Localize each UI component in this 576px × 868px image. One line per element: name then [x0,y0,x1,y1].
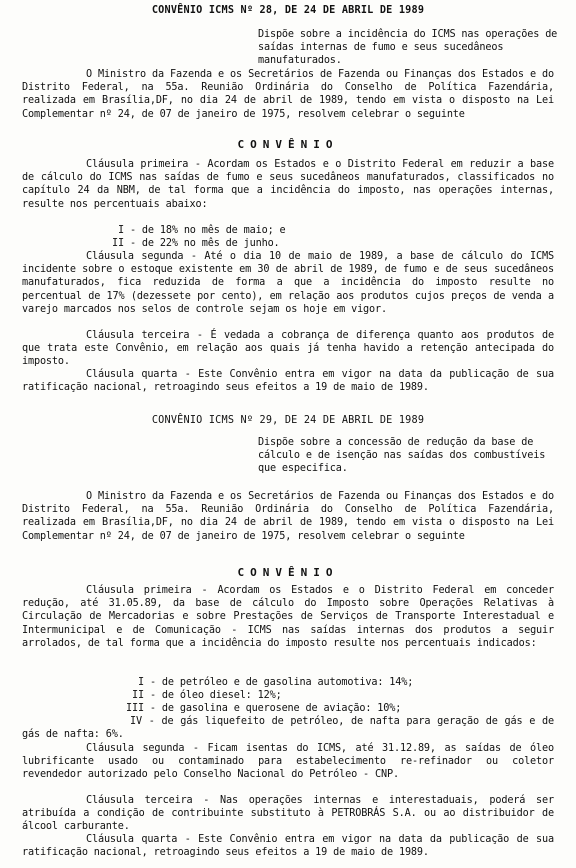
doc2-clause-4: Cláusula quarta - Este Convênio entra em vigor na data da publicação de sua ratificação nacional, retroagindo seus efeitos a 19 de maio de 1989. [22,834,554,859]
doc2-item-1: I - de petróleo e de gasolina automotiva: 14%; [138,677,414,688]
doc1-convenio-heading: CONVÊNIO [237,138,339,151]
doc2-ementa: Dispõe sobre a concessão de redução da base de cálculo e de isenção nas saídas dos combustíveis que especifica. [258,437,546,475]
doc1-clause-2: Cláusula segunda - Até o dia 10 de maio de 1989, a base de cálculo do ICMS incidente sobre o estoque existente em 30 de abril de 1989, de fumo e de seus sucedâneos manufaturados, fica reduzida de forma a que a incidência do imposto resulte no percentual de 17% (dezessete por cento), em relação aos produtos cujos preços de venda a varejo marcados nos selos de controle sejam os hoje em vigor. [22,251,554,315]
doc2-item-3: III - de gasolina e querosene de aviação: 10%; [126,703,402,714]
doc2-clause-1: Cláusula primeira - Acordam os Estados e o Distrito Federal em conceder redução, até 31.05.89, da base de cálculo do Imposto sobre Operações Relativas à Circulação de Mercadorias e sobre Prestações de Serviços de Transporte Interestadual e Intermunicipal e de Comunicação - ICMS nas saídas internas dos produtos a seguir arrolados, de tal forma que a incidência do imposto resulte nos percentuais indicados: [22,585,554,649]
doc2-preamble: O Ministro da Fazenda e os Secretários de Fazenda ou Finanças dos Estados e do Distrito Federal, na 55a. Reunião Ordinária do Conselho de Política Fazendária, realizada em Brasília,DF, no dia 24 de abril de 1989, tendo em vista o disposto na Lei Complementar nº 24, de 07 de janeiro de 1975, resolvem celebrar o seguinte [22,491,554,542]
doc1-item-1: I - de 18% no mês de maio; e [118,225,286,236]
doc1-clause-3: Cláusula terceira - É vedada a cobrança de diferença quanto aos produtos de que trata este Convênio, em relação aos quais já tenha havido a retenção antecipada do imposto. [22,330,554,368]
doc2-clause-3: Cláusula terceira - Nas operações internas e interestaduais, poderá ser atribuída a condição de contribuinte substituto à PETROBRÁS S.A. ou ao distribuidor de álcool carburante. [22,795,554,833]
doc2-clause-2: Cláusula segunda - Ficam isentas do ICMS, até 31.12.89, as saídas de óleo lubrificante usado ou contaminado para estabelecimento re-refinador ou coletor revendedor autorizado pelo Conselho Nacional do Petróleo - CNP. [22,743,554,781]
doc1-ementa: Dispõe sobre a incidência do ICMS nas operações de saídas internas de fumo e seus sucedâneos manufaturados. [258,29,558,67]
doc1-title: CONVÊNIO ICMS Nº 28, DE 24 DE ABRIL DE 1989 [151,5,425,16]
doc2-title: CONVÊNIO ICMS Nº 29, DE 24 DE ABRIL DE 1989 [151,415,425,426]
doc2-item-4: IV - de gás liquefeito de petróleo, de nafta para geração de gás e de gás de nafta: 6%. [22,716,554,741]
doc1-clause-1: Cláusula primeira - Acordam os Estados e o Distrito Federal em reduzir a base de cálculo do ICMS nas saídas de fumo e seus sucedâneos manufaturados, classificados no capítulo 24 da NBM, de tal forma que a incidência do imposto, nas operações internas, resulte nos percentuais abaixo: [22,159,554,210]
doc1-preamble: O Ministro da Fazenda e os Secretários de Fazenda ou Finanças dos Estados e do Distrito Federal, na 55a. Reunião Ordinária do Conselho de Política Fazendária, realizada em Brasília,DF, no dia 24 de abril de 1989, tendo em vista o disposto na Lei Complementar nº 24, de 07 de janeiro de 1975, resolvem celebrar o seguinte [22,69,554,120]
doc2-convenio-heading: CONVÊNIO [237,566,339,579]
doc1-item-2: II - de 22% no mês de junho. [112,238,280,249]
doc2-item-2: II - de óleo diesel: 12%; [132,690,282,701]
doc1-clause-4: Cláusula quarta - Este Convênio entra em vigor na data da publicação de sua ratificação nacional, retroagindo seus efeitos a 19 de maio de 1989. [22,369,554,394]
